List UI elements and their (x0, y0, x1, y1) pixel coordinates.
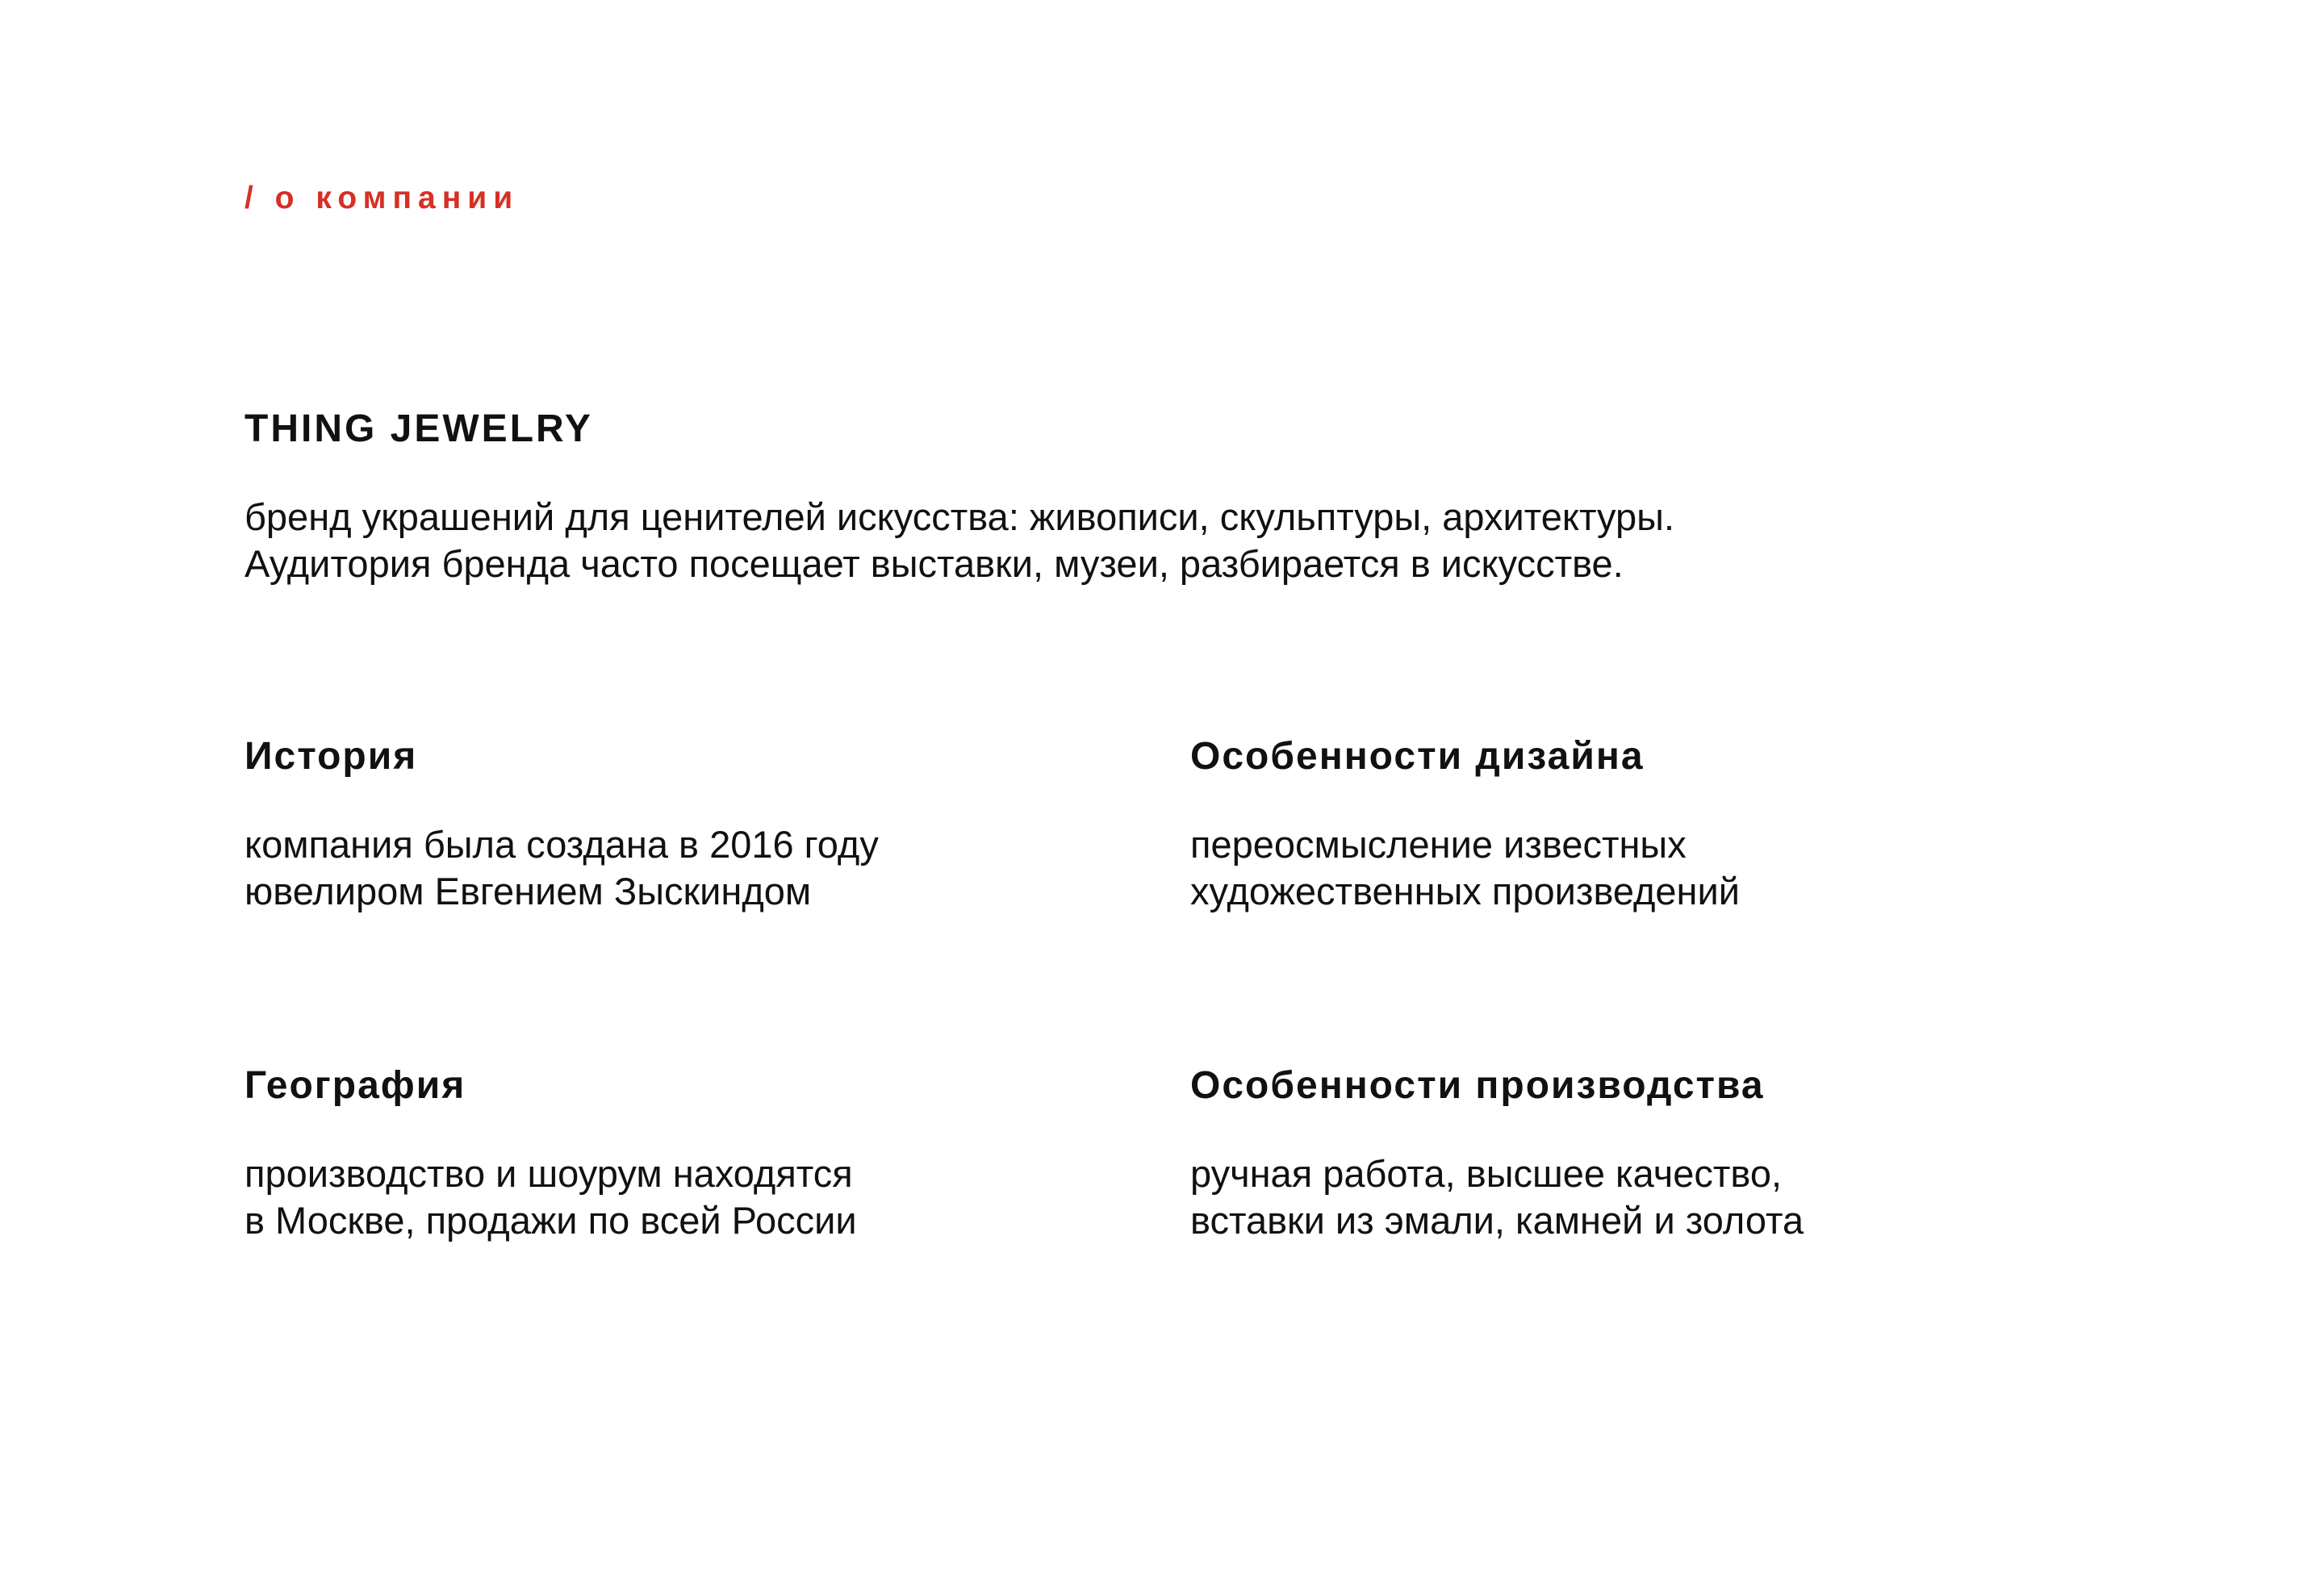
brand-description-line: бренд украшений для ценителей искусства: живописи, скульптуры, архитектуры. (245, 495, 1675, 538)
design-features-title: Особенности дизайна (1190, 735, 1645, 778)
geography-text-line: в Москве, продажи по всей России (245, 1199, 857, 1242)
history-text (245, 821, 1132, 915)
design-features-block (1190, 733, 2078, 915)
production-features-text (1190, 1150, 2078, 1244)
geography-text (245, 1150, 1132, 1244)
design-features-text (1190, 821, 2078, 915)
geography-title: География (245, 1064, 466, 1107)
design-features-text-line: художественных произведений (1190, 870, 1741, 912)
brand-title: THING JEWELRY (245, 407, 593, 450)
brand-description (245, 494, 1674, 587)
history-title: История (245, 735, 418, 778)
production-features-text-line: ручная работа, высшее качество, (1190, 1152, 1783, 1195)
history-text-line: ювелиром Евгением Зыскиндом (245, 870, 812, 912)
section-tag: / о компании (245, 181, 520, 215)
geography-block (245, 1062, 1132, 1244)
production-features-block (1190, 1062, 2078, 1244)
geography-text-line: производство и шоурум находятся (245, 1152, 853, 1195)
production-features-text-line: вставки из эмали, камней и золота (1190, 1199, 1804, 1242)
brand-description-line: Аудитория бренда часто посещает выставки, музеи, разбирается в искусстве. (245, 542, 1624, 585)
production-features-title: Особенности производства (1190, 1064, 1765, 1107)
history-block (245, 733, 1132, 915)
history-text-line: компания была создана в 2016 году (245, 823, 879, 866)
design-features-text-line: переосмысление известных (1190, 823, 1687, 866)
